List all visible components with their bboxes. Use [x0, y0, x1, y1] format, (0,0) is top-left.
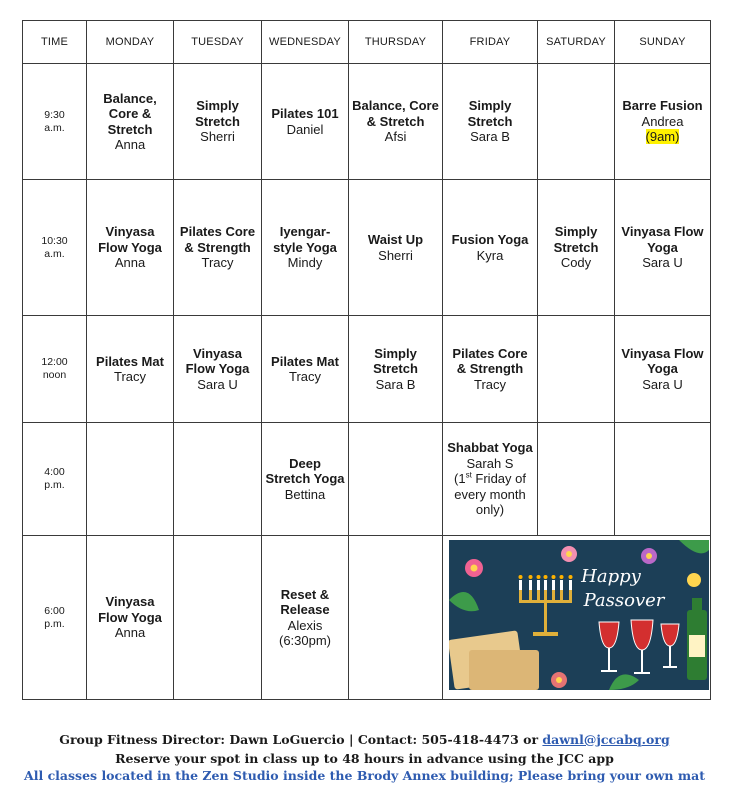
class-name: Fusion Yoga [451, 232, 529, 247]
header-row [23, 21, 711, 64]
time-value: 9:30 [44, 108, 65, 121]
instructor-name: Anna [114, 625, 146, 641]
class-cell-monday [87, 316, 174, 423]
class-cell-wednesday [262, 316, 349, 423]
class-name: Balance, Core & Stretch [352, 98, 439, 129]
class-note: (9am) [645, 129, 680, 145]
class-name: Reset & Release [280, 586, 330, 617]
class-cell-friday [443, 180, 538, 316]
note-suffix: Friday of every month only) [454, 471, 526, 518]
header-time: TIME [23, 21, 87, 64]
class-name: Deep Stretch Yoga [265, 455, 345, 487]
class-cell-tuesday [174, 536, 262, 700]
class-cell-thursday [349, 536, 443, 700]
class-cell-tuesday [174, 180, 262, 316]
class-cell-thursday [349, 316, 443, 423]
header-sunday: SUNDAY [615, 21, 711, 64]
time-period: a.m. [44, 247, 65, 260]
class-name: Vinyasa Flow Yoga [185, 345, 250, 377]
instructor-name: Tracy [288, 369, 322, 384]
class-name: Waist Up [367, 232, 424, 247]
time-period: p.m. [44, 479, 65, 491]
class-cell-wednesday [262, 180, 349, 316]
class-name: Pilates Core & Strength [179, 224, 256, 255]
note-ordinal: st [465, 470, 472, 480]
instructor-name: Afsi [384, 129, 407, 145]
note-prefix: (1 [454, 471, 466, 487]
class-name: Barre Fusion [622, 98, 703, 114]
instructor-name: Sara U [642, 376, 683, 392]
class-cell-monday [87, 180, 174, 316]
instructor-name: Alexis [287, 617, 323, 633]
instructor-name: Sherri [200, 129, 235, 145]
instructor-name: Mindy [287, 255, 323, 271]
footer-reservation-line: Reserve your spot in class up to 48 hours in advance using the JCC app [115, 751, 614, 766]
class-name: Balance, Core & Stretch [103, 90, 157, 137]
class-cell-monday [87, 64, 174, 180]
schedule-row [23, 423, 711, 536]
time-cell [23, 64, 87, 180]
instructor-name: Sara B [470, 129, 510, 145]
class-note: (6:30pm) [278, 633, 332, 648]
schedule-row [23, 316, 711, 423]
instructor-name: Tracy [473, 376, 507, 392]
instructor-name: Tracy [201, 255, 234, 271]
time-cell [23, 180, 87, 316]
time-cell [23, 316, 87, 423]
class-cell-thursday [349, 423, 443, 536]
class-name: Simply Stretch [195, 98, 240, 129]
class-note [446, 471, 534, 518]
schedule-row [23, 536, 711, 700]
class-cell-monday [87, 536, 174, 700]
instructor-name: Anna [114, 255, 146, 271]
class-cell-saturday [538, 316, 615, 423]
instructor-name: Sherri [378, 247, 413, 263]
instructor-name: Bettina [284, 486, 326, 502]
class-cell-thursday [349, 180, 443, 316]
schedule-row [23, 64, 711, 180]
instructor-name: Cody [560, 255, 592, 271]
instructor-name: Anna [114, 137, 146, 152]
instructor-name: Kyra [476, 247, 504, 263]
class-name: Simply Stretch [467, 98, 513, 129]
instructor-name: Tracy [113, 369, 147, 384]
class-name: Simply Stretch [373, 345, 418, 377]
class-cell-saturday [538, 180, 615, 316]
happy-passover-banner [449, 540, 709, 690]
class-cell-thursday [349, 64, 443, 180]
time-period: noon [42, 369, 67, 381]
schedule-row [23, 180, 711, 316]
banner-title-line1: Happy [581, 566, 641, 587]
instructor-name: Sara U [642, 255, 683, 271]
time-value: 10:30 [41, 234, 68, 247]
class-cell-saturday [538, 64, 615, 180]
instructor-name: Sara U [197, 376, 238, 392]
class-name: Vinyasa Flow Yoga [621, 224, 704, 255]
class-cell-tuesday [174, 316, 262, 423]
class-cell-friday [443, 423, 538, 536]
time-value: 6:00 [44, 604, 65, 617]
footer-contact-line [0, 732, 729, 747]
class-name: Shabbat Yoga [447, 440, 533, 456]
header-thursday: THURSDAY [349, 21, 443, 64]
class-cell-friday [443, 64, 538, 180]
class-cell-monday [87, 423, 174, 536]
holiday-banner-cell [443, 536, 711, 700]
banner-title-line2: Passover [583, 590, 665, 611]
class-name: Pilates Mat [271, 353, 339, 369]
class-cell-saturday [538, 423, 615, 536]
class-cell-wednesday [262, 64, 349, 180]
time-cell [23, 536, 87, 700]
class-name: Vinyasa Flow Yoga [621, 345, 704, 377]
time-value: 4:00 [44, 466, 65, 478]
instructor-name: Daniel [286, 121, 324, 137]
class-name: Iyengar-style Yoga [273, 224, 337, 255]
class-cell-sunday [615, 316, 711, 423]
footer-location-line: All classes located in the Zen Studio inside the Brody Annex building; Please bring your own mat [24, 768, 705, 783]
class-cell-sunday [615, 180, 711, 316]
time-cell [23, 423, 87, 536]
class-cell-tuesday [174, 64, 262, 180]
header-wednesday: WEDNESDAY [262, 21, 349, 64]
class-name: Simply Stretch [553, 224, 599, 255]
header-saturday: SATURDAY [538, 21, 615, 64]
class-name: Pilates 101 [271, 106, 339, 121]
instructor-name: Sarah S [466, 455, 514, 471]
class-name: Vinyasa Flow Yoga [98, 594, 162, 625]
time-period: p.m. [44, 617, 65, 630]
instructor-name: Sara B [375, 376, 416, 392]
footer-email-link[interactable]: dawnl@jccabq.org [542, 732, 670, 747]
header-tuesday: TUESDAY [174, 21, 262, 64]
time-value: 12:00 [41, 356, 68, 368]
class-cell-sunday [615, 423, 711, 536]
instructor-name: Andrea [641, 113, 684, 129]
class-cell-friday [443, 316, 538, 423]
class-cell-sunday [615, 64, 711, 180]
class-name: Pilates Core & Strength [452, 345, 528, 377]
header-monday: MONDAY [87, 21, 174, 64]
footer-contact-text: Group Fitness Director: Dawn LoGuercio | Contact: 505-418-4473 or [59, 732, 543, 747]
class-name: Pilates Mat [96, 353, 164, 369]
class-cell-wednesday [262, 423, 349, 536]
header-friday: FRIDAY [443, 21, 538, 64]
class-name: Vinyasa Flow Yoga [98, 224, 162, 255]
class-cell-tuesday [174, 423, 262, 536]
fitness-schedule-table [22, 20, 711, 700]
class-cell-wednesday [262, 536, 349, 700]
time-period: a.m. [44, 121, 65, 134]
